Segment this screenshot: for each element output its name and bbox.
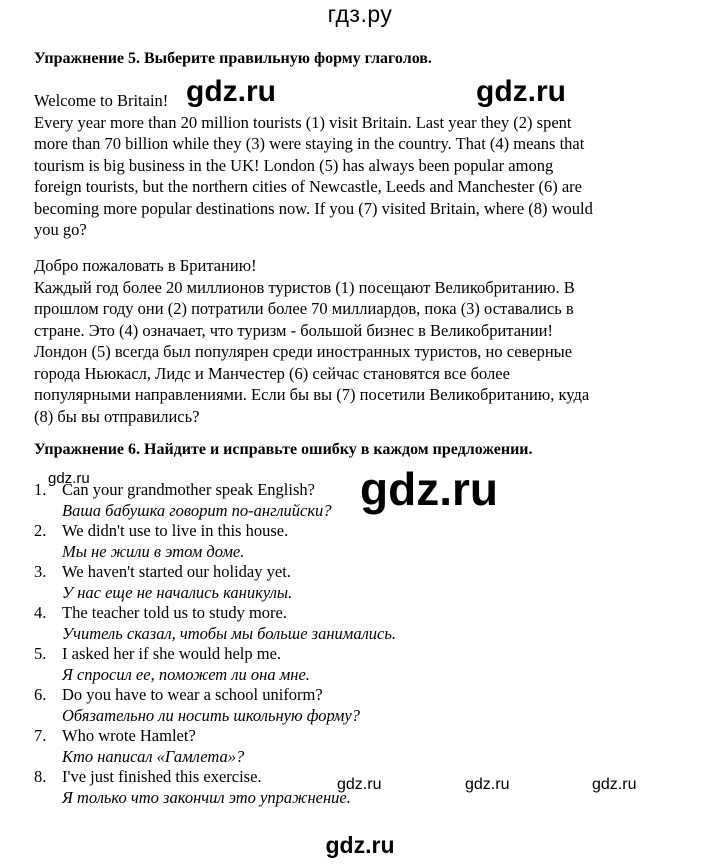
watermark-logo-small: gdz.ru	[592, 776, 637, 793]
item-translation: Мы не жили в этом доме.	[62, 541, 245, 561]
item-translation: Кто написал «Гамлета»?	[62, 746, 245, 766]
english-line: you go?	[34, 220, 87, 239]
item-sentence: We haven't started our holiday yet.	[62, 562, 291, 581]
list-item	[34, 726, 396, 767]
item-sentence: I asked her if she would help me.	[62, 644, 282, 663]
watermark-logo: gdz.ru	[476, 75, 566, 108]
item-number: 2.	[34, 521, 47, 540]
russian-line: стране. Это (4) означает, что туризм - большой бизнес в Великобритании!	[34, 320, 554, 340]
list-item	[34, 603, 396, 644]
item-sentence: Can your grandmother speak English?	[62, 480, 315, 499]
item-sentence: I've just finished this exercise.	[62, 767, 262, 786]
english-line: Welcome to Britain!	[34, 91, 169, 110]
english-line: becoming more popular destinations now. If you (7) visited Britain, where (8) would	[34, 198, 593, 218]
item-number: 7.	[34, 726, 47, 745]
item-translation: Я только что закончил это упражнение.	[62, 787, 351, 807]
russian-line: прошлом году они (2) потратили более 70 миллиардов, пока (3) оставались в	[34, 299, 574, 318]
item-sentence: Do you have to wear a school uniform?	[62, 685, 323, 704]
item-translation: Учитель сказал, чтобы мы больше занимались.	[62, 623, 396, 643]
english-line: foreign tourists, but the northern cities of Newcastle, Leeds and Manchester (6) are	[34, 177, 582, 196]
watermark-logo: gdz.ru	[186, 75, 276, 108]
watermark-logo-small: gdz.ru	[465, 776, 510, 793]
english-line: tourism is big business in the UK! London (5) has always been popular among	[34, 155, 554, 175]
header-watermark: гдз.ру	[327, 1, 393, 27]
item-number: 3.	[34, 562, 47, 581]
english-line: more than 70 billion while they (3) were staying in the country. That (4) means that	[34, 134, 585, 153]
russian-line: Каждый год более 20 миллионов туристов (1) посещают Великобританию. В	[34, 277, 575, 297]
item-number: 1.	[34, 480, 47, 499]
item-number: 6.	[34, 685, 47, 704]
russian-line: города Ньюкасл, Лидс и Манчестер (6) сейчас становятся все более	[34, 363, 510, 383]
item-number: 8.	[34, 767, 47, 786]
item-translation: Обязательно ли носить школьную форму?	[62, 705, 361, 725]
item-number: 5.	[34, 644, 47, 663]
item-translation: Я спросил ее, поможет ли она мне.	[62, 664, 310, 684]
exercise6-heading: Упражнение 6. Найдите и исправьте ошибку в каждом предложении.	[34, 441, 533, 458]
list-item	[34, 562, 396, 603]
list-item	[34, 644, 396, 685]
item-sentence: We didn't use to live in this house.	[62, 521, 289, 540]
exercise5-russian-text	[34, 255, 654, 427]
list-item	[34, 521, 396, 562]
exercise6-list	[34, 480, 396, 808]
item-sentence: The teacher told us to study more.	[62, 603, 287, 622]
english-line: Every year more than 20 million tourists (1) visit Britain. Last year they (2) spent	[34, 112, 572, 132]
watermark-logo-small: gdz.ru	[337, 776, 382, 793]
russian-line: популярными направлениями. Если бы вы (7) посетили Великобританию, куда	[34, 385, 590, 404]
watermark-logo-large: gdz.ru	[360, 463, 498, 515]
item-translation: У нас еще не начались каникулы.	[62, 582, 293, 602]
russian-line: Добро пожаловать в Британию!	[34, 256, 257, 275]
item-sentence: Who wrote Hamlet?	[62, 726, 196, 745]
footer-watermark: gdz.ru	[325, 832, 395, 858]
item-translation: Ваша бабушка говорит по-английски?	[62, 500, 332, 520]
russian-line: (8) бы вы отправились?	[34, 406, 200, 426]
exercise5-heading: Упражнение 5. Выберите правильную форму глаголов.	[34, 50, 432, 67]
watermark-logo-small: gdz.ru	[48, 470, 90, 487]
russian-line: Лондон (5) всегда был популярен среди иностранных туристов, но северные	[34, 342, 573, 361]
list-item	[34, 480, 396, 521]
list-item	[34, 685, 396, 726]
exercise5-english-text	[34, 90, 654, 241]
item-number: 4.	[34, 603, 47, 622]
